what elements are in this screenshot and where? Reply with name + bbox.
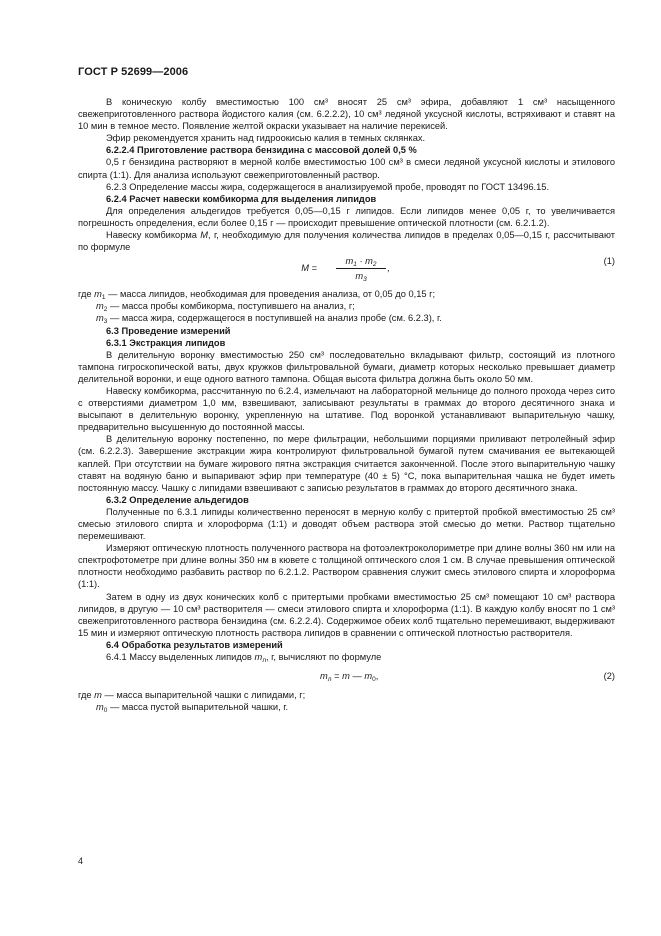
formula-comma: , <box>375 671 379 682</box>
formula-1 <box>78 255 615 285</box>
subscript: 1 <box>101 294 106 302</box>
variable: m <box>342 671 350 682</box>
subscript: 2 <box>372 261 377 269</box>
text-fragment: — масса пробы комбикорма, поступившего на анализ, г; <box>107 301 355 312</box>
text-fragment: где <box>78 289 95 300</box>
formula-lhs: M = <box>301 263 317 274</box>
subscript: 0 <box>372 676 376 684</box>
variable: m <box>96 702 104 713</box>
variable: m <box>94 690 102 701</box>
subscript: 3 <box>103 318 108 326</box>
formula-body <box>320 670 378 682</box>
subscript: л <box>327 676 332 684</box>
text-fragment: , г, необходимую для получения количества липидов в пределах 0,05—0,15 г, рассчитывают по формуле <box>78 230 615 253</box>
paragraph: В делительную воронку постепенно, по мере фильтрации, небольшими порциями приливают петролейный эфир (см. 6.2.2.3). Завершение экстракции жира контролируют фильтровальной бумагой путем смачивания ее вытекающей каплей. При отсутствии на бумаге жирового пятна экстракция считается законченной. После этого выпарительную чашку ставят на водяную баню и выпаривают эфир при температуре (40 ± 5) °С, пока выпарительная чашка не будет иметь постоянную массу. Чашку с липидами взвешивают с записью результатов в граммах до второго десятичного знака. <box>78 434 615 493</box>
section-heading: 6.2.4 Расчет навески комбикорма для выделения липидов <box>106 193 377 204</box>
text-fragment: , г, вычисляют по формуле <box>266 652 382 663</box>
paragraph: В коническую колбу вместимостью 100 см³ вносят 25 см³ эфира, добавляют 1 см³ насыщенного свежеприготовленного раствора йодистого калия (см. 6.2.2.2), 10 см³ ледяной уксусной кислоты, встряхивают и ставят на 10 мин в темное место. Появление желтой окраски указывает на наличие перекисей. <box>78 97 615 132</box>
paragraph: Эфир рекомендуется хранить над гидроокисью калия в темных склянках. <box>106 133 426 144</box>
section-heading: 6.3.1 Экстракция липидов <box>106 337 226 348</box>
variable: m <box>96 301 104 312</box>
subscript: 1 <box>353 261 357 269</box>
paragraph: 6.2.3 Определение массы жира, содержащегося в анализируемой пробе, проводят по ГОСТ 13496.15. <box>106 181 550 192</box>
variable: m <box>320 671 328 682</box>
text-fragment: — масса жира, содержащегося в поступившей на анализ пробе (см. 6.2.3), г. <box>107 313 442 324</box>
variable: m <box>345 256 354 267</box>
subscript: 3 <box>363 276 367 284</box>
definition-line <box>78 701 615 713</box>
equation-number: (2) <box>603 671 615 682</box>
variable: m <box>96 313 104 324</box>
page-number: 4 <box>78 856 84 866</box>
section-heading: 6.3 Проведение измерений <box>106 325 231 336</box>
text-fragment: где <box>78 690 95 701</box>
text-fragment: — масса выпарительной чашки с липидами, г; <box>101 690 306 701</box>
definition-line <box>78 300 615 312</box>
variable: m <box>364 671 373 682</box>
text-fragment: — масса липидов, необходимая для проведения анализа, от 0,05 до 0,15 г; <box>105 289 436 300</box>
paragraph <box>78 651 615 663</box>
section-heading: 6.3.2 Определение альдегидов <box>106 494 249 505</box>
variable: m <box>355 271 364 282</box>
section-heading: 6.2.2.4 Приготовление раствора бензидина с массовой долей 0,5 % <box>106 145 417 156</box>
text-fragment: — масса пустой выпарительной чашки, г. <box>107 702 289 713</box>
paragraph: В делительную воронку вместимостью 250 см³ последовательно вкладывают фильтр, состоящий из плотного тампона гигроскопической ваты, двух кружков фильтровальной бумаги, диаметр которых несколько превышает диаметр делительной воронки, и еще одного ватного тампона. Общая высота фильтра должна быть около 50 мм. <box>78 349 615 384</box>
document-header: ГОСТ Р 52699—2006 <box>78 66 189 78</box>
document-body <box>78 96 615 713</box>
paragraph: Полученные по 6.3.1 липиды количественно переносят в мерную колбу с притертой пробкой вместимостью 25 см³ смесью этилового спирта и хлороформа (1:1) и доводят объем раствора этой смесью до метки. Раствор тщательно перемешивают. <box>78 506 615 542</box>
variable: m <box>254 652 263 663</box>
paragraph: Измеряют оптическую плотность полученного раствора на фотоэлектроколориметре при длине волны 360 нм или на спектрофотометре при длине волны 350 нм в кювете с толщиной оптического слоя 1 см. В случае превышения оптической плотности необходимо разбавить раствор по 6.2.1.2. Раствором сравнения служит смесь этилового спирта и хлороформа (1:1). <box>78 543 615 590</box>
text-fragment: Навеску комбикорма <box>106 230 201 241</box>
text-fragment: 6.4.1 Массу выделенных липидов <box>106 652 255 663</box>
section-heading: 6.4 Обработка результатов измерений <box>106 639 283 650</box>
variable: M <box>200 230 209 241</box>
paragraph: Для определения альдегидов требуется 0,05—0,15 г липидов. Если липидов менее 0,05 г, то увеличивается погрешность определения, если более 0,15 г — происходит превышение оптической плотности (см. 6.2.1.2). <box>78 205 615 228</box>
variable: m <box>94 289 102 300</box>
paragraph: Навеску комбикорма, рассчитанную по 6.2.4, измельчают на лабораторной мельнице до полного прохода через сито с отверстиями диаметром 1,0 мм, взвешивают, записывают результаты в граммах до второго десятичного знака и высыпают в делительную воронку, укрепленную на штативе. Под воронкой устанавливают выпарительную чашку, предварительно высушенную до постоянной массы. <box>78 385 615 433</box>
paragraph: Затем в одну из двух конических колб с притертыми пробками вместимостью 25 см³ помещают 10 см³ раствора липидов, в другую — 10 см³ растворителя — смеси этилового спирта и хлороформа (1:1). В каждую колбу вносят по 1 см³ свежеприготовленного раствора бензидина (см. 6.2.2.4). Содержимое обеих колб тщательно перемешивают, выдерживают 15 мин и измеряют оптическую плотность раствора липидов в сравнении с оптической плотностью растворителя. <box>78 591 615 638</box>
formula-comma: , <box>387 263 390 274</box>
fraction-numerator <box>336 255 386 269</box>
operator: = <box>331 671 343 682</box>
definition-line <box>78 312 615 324</box>
definition-line <box>78 288 615 300</box>
operator: · <box>356 256 366 267</box>
subscript: 2 <box>103 306 108 314</box>
subscript: 0 <box>103 707 108 715</box>
paragraph <box>78 229 615 253</box>
subscript: л <box>262 657 267 665</box>
fraction-denominator <box>336 269 386 282</box>
operator: — <box>349 671 365 682</box>
equation-number: (1) <box>603 256 615 267</box>
variable: m <box>365 256 373 267</box>
fraction <box>336 255 386 282</box>
formula-2 <box>78 666 615 688</box>
paragraph: 0,5 г бензидина растворяют в мерной колбе вместимостью 100 см³ в смеси ледяной уксусной кислоты и этилового спирта (1:1). Для анализа используют свежеприготовленный раствор. <box>78 157 615 180</box>
definition-line <box>78 689 615 701</box>
